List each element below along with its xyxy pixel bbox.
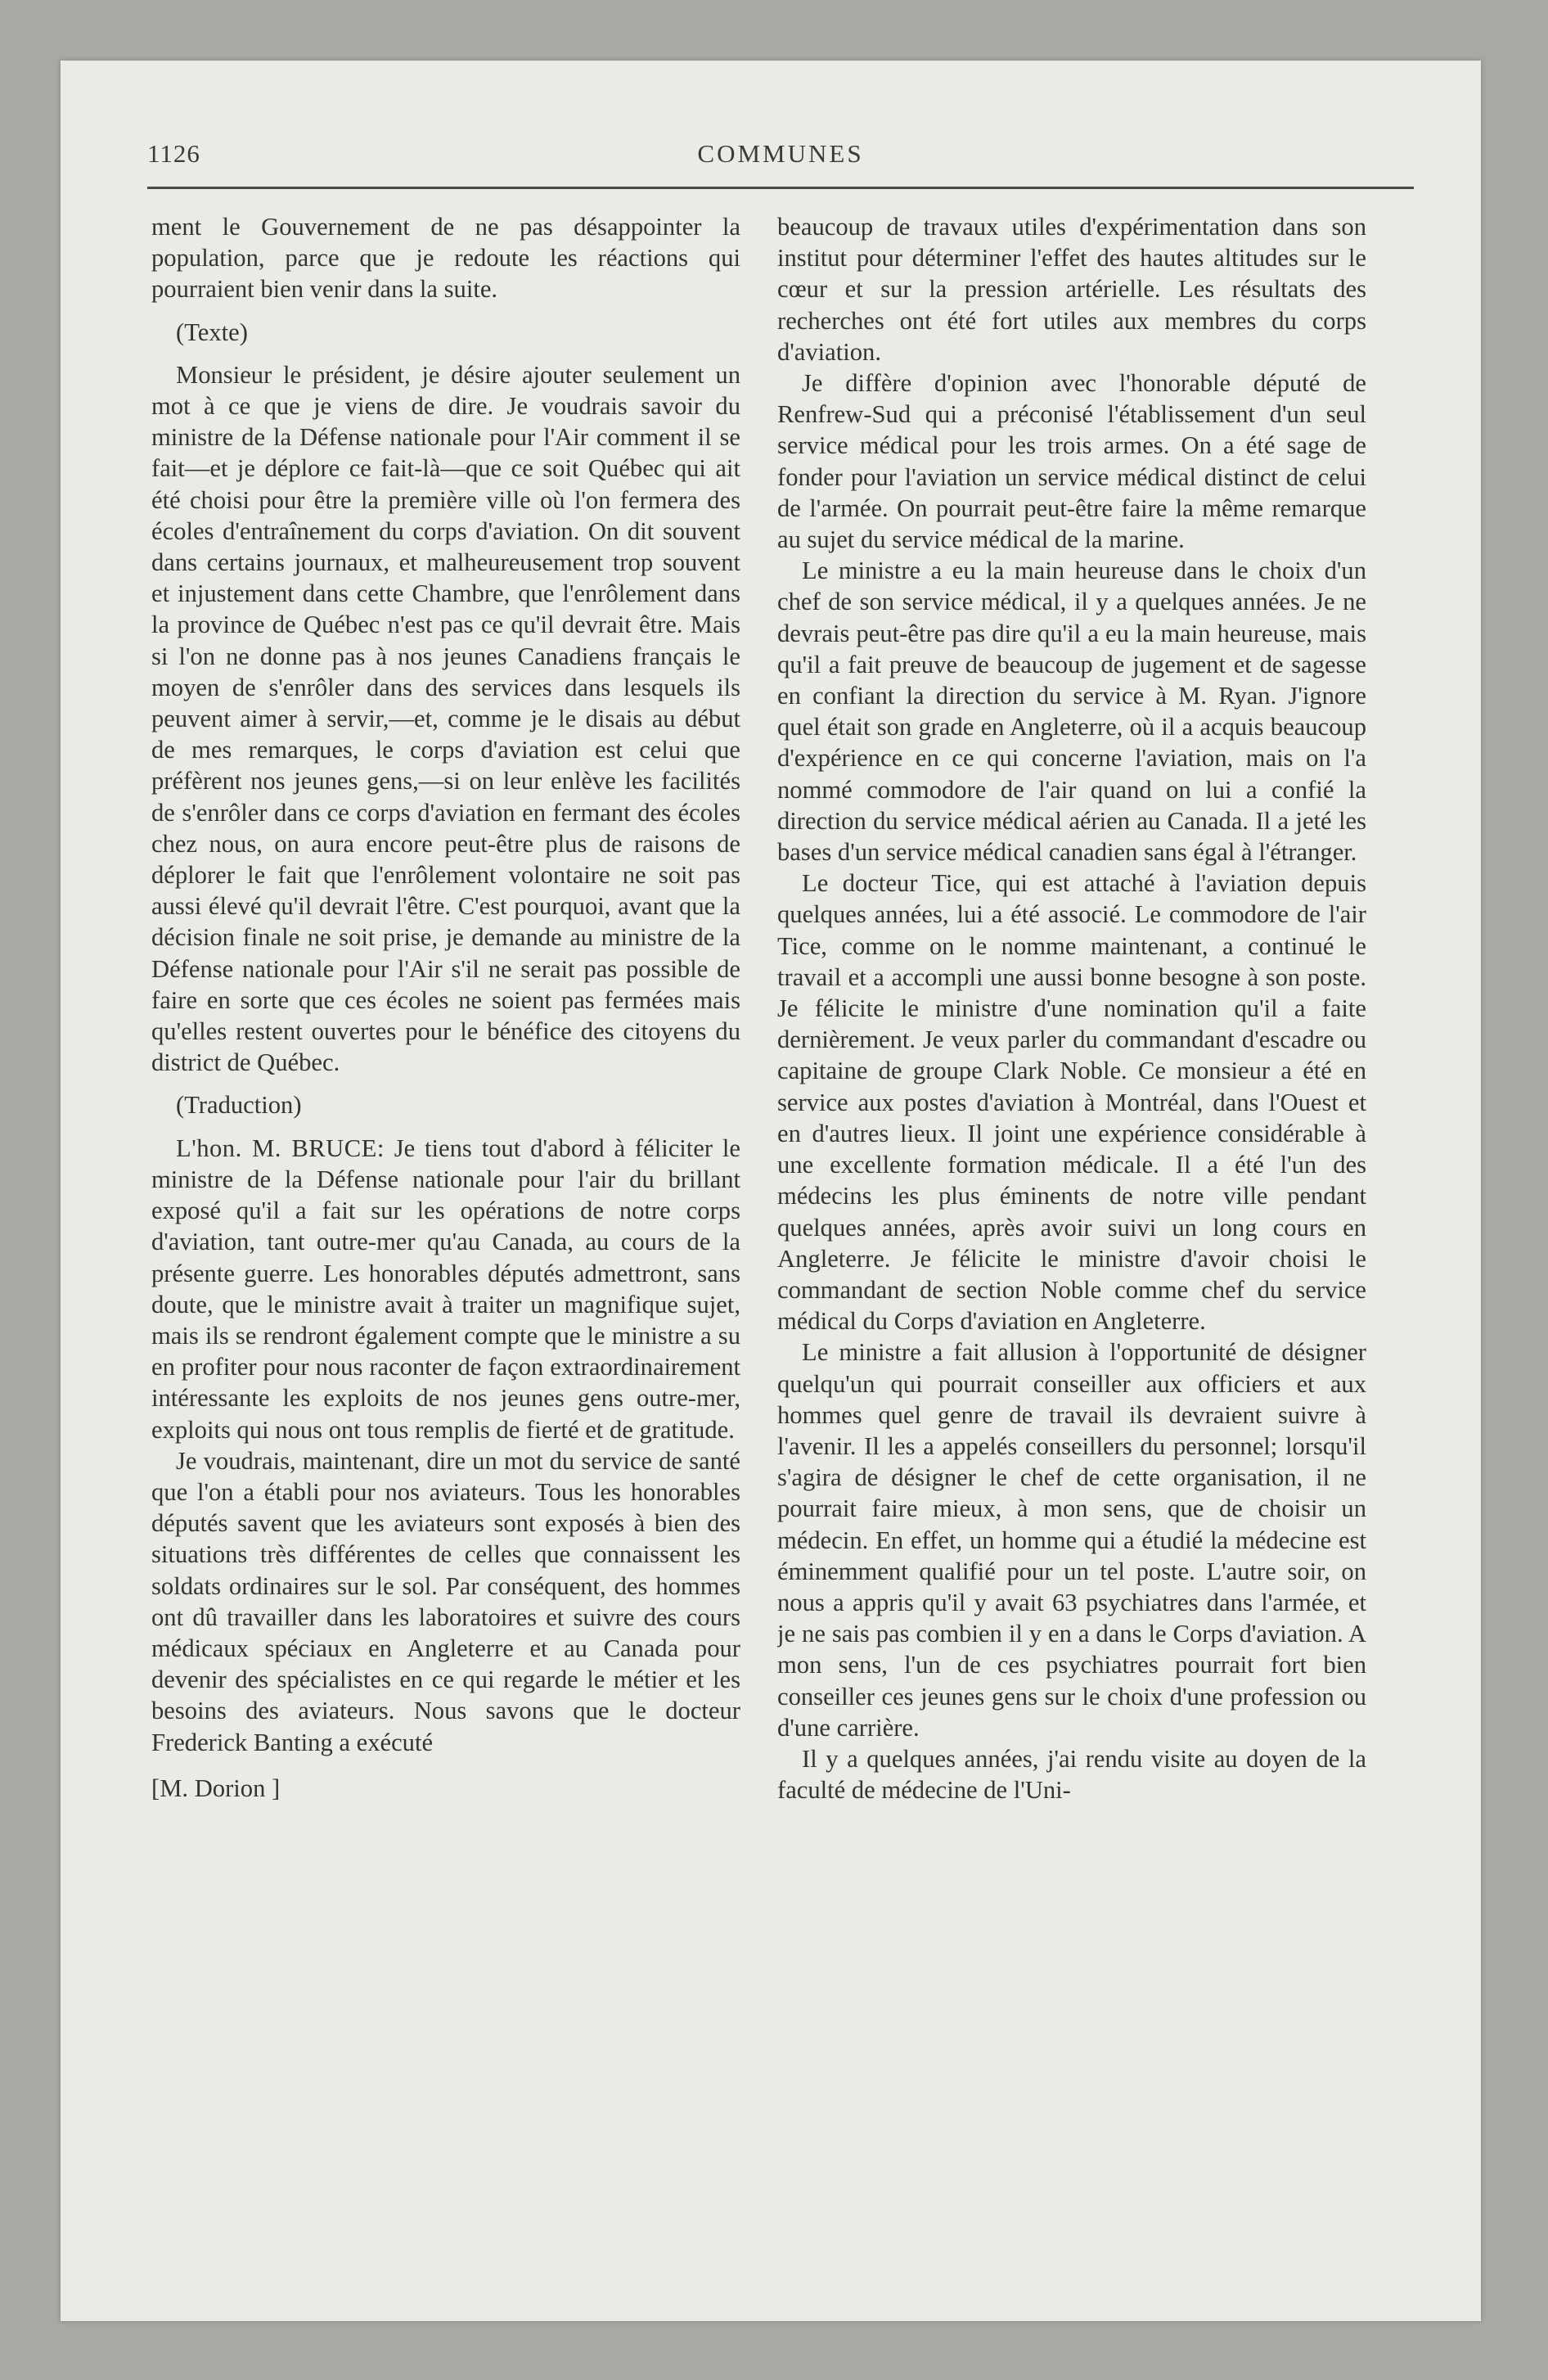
page-header xyxy=(147,139,1414,180)
paragraph: beaucoup de travaux utiles d'expérimentation dans son institut pour déterminer l'effet des hautes altitudes sur le cœur et sur la pression artérielle. Les résultats des recherches ont été fort utiles aux membres du corps d'aviation. xyxy=(777,213,1366,366)
section-marker-texte: (Texte) xyxy=(176,318,248,346)
speech-paragraph xyxy=(151,1133,740,1445)
section-marker-traduction: (Traduction) xyxy=(176,1091,302,1120)
page-number: 1126 xyxy=(147,139,200,168)
paragraph: Je diffère d'opinion avec l'honorable député de Renfrew-Sud qui a préconisé l'établissement d'un seul service médical pour les trois armes. On a été sage de fonder pour l'aviation un service médical distinct de celui de l'armée. On pourrait peut-être faire la même remarque au sujet du service médical de la marine. xyxy=(777,369,1366,554)
paragraph: Je voudrais, maintenant, dire un mot du service de santé que l'on a établi pour nos aviateurs. Tous les honorables députés savent que les aviateurs sont exposés à bien des situations très différentes de celles que connaissent les soldats ordinaires sur le sol. Par conséquent, des hommes ont dû travailler dans les laboratoires et suivre des cours médicaux spéciaux en Angleterre et au Canada pour devenir des spécialistes en ce qui regarde le métier et les besoins des aviateurs. Nous savons que le docteur Frederick Banting a exécuté xyxy=(151,1446,740,1756)
speech-text: Je tiens tout d'abord à féliciter le ministre de la Défense nationale pour l'air du brillant exposé qu'il a fait sur les opérations de notre corps d'aviation, tant outre-mer qu'au Canada, au cours de la présente guerre. Les honorables députés admettront, sans doute, que le ministre avait à traiter un magnifique sujet, mais ils se rendront également compte que le ministre a su en profiter pour nous raconter de façon extraordinairement intéressante les exploits de nos jeunes gens outre-mer, exploits qui nous ont tous remplis de fierté et de gratitude. xyxy=(151,1134,740,1444)
paragraph: Le ministre a fait allusion à l'opportunité de désigner quelqu'un qui pourrait conseiller aux officiers et aux hommes quel genre de travail ils devraient suivre à l'avenir. Il les a appelés conseillers du personnel; lorsqu'il s'agira de désigner le chef de cette organisation, il ne pourrait faire mieux, à mon sens, que de choisir un médecin. En effet, un homme qui a étudié la médecine est éminemment qualifié pour un tel poste. L'autre soir, on nous a appris qu'il y avait 63 psychiatres dans l'armée, et je ne sais pas combien il y en a dans le Corps d'aviation. A mon sens, l'un de ces psychiatres pourrait fort bien conseiller ces jeunes gens sur le choix d'une profession ou d'une carrière. xyxy=(777,1338,1366,1742)
paragraph: ment le Gouvernement de ne pas désappointer la population, parce que je redoute les réactions qui pourraient bien venir dans la suite. xyxy=(151,213,740,304)
paragraph: Le ministre a eu la main heureuse dans le choix d'un chef de son service médical, il y a quelques années. Je ne devrais peut-être pas dire qu'il a eu la main heureuse, mais qu'il a fait preuve de beaucoup de jugement et de sagesse en confiant la direction du service à M. Ryan. J'ignore quel était son grade en Angleterre, où il a acquis beaucoup d'expérience en ce qui concerne l'aviation, mais on l'a nommé commodore de l'air quand on lui a confié la direction du service médical aérien au Canada. Il a jeté les bases d'un service médical canadien sans égal à l'étranger. xyxy=(777,557,1366,867)
paragraph: Le docteur Tice, qui est attaché à l'aviation depuis quelques années, lui a été associé. Le commodore de l'air Tice, comme on le nomme maintenant, a continué le travail et a accompli une aussi bonne besogne à son poste. Je félicite le ministre d'une nomination qu'il a faite dernièrement. Je veux parler du commandant d'escadre ou capitaine de groupe Clark Noble. Ce monsieur a été en service aux postes d'aviation à Montréal, dans l'Ouest et en d'autres lieux. Il joint une expérience considérable à une excellente formation médicale. Il a été l'un des médecins les plus éminents de notre ville pendant quelques années, après avoir suivi un long cours en Angleterre. Je félicite le ministre d'avoir choisi le commandant de section Noble comme chef du service médical du Corps d'aviation en Angleterre. xyxy=(777,869,1366,1336)
speaker-name: L'hon. M. BRUCE: xyxy=(176,1134,385,1162)
right-column xyxy=(777,211,1366,2290)
left-column xyxy=(151,211,740,2290)
paragraph: Il y a quelques années, j'ai rendu visite au doyen de la faculté de médecine de l'Uni- xyxy=(777,1744,1366,1805)
paragraph: Monsieur le président, je désire ajouter seulement un mot à ce que je viens de dire. Je voudrais savoir du ministre de la Défense nationale pour l'Air comment il se fait—et je déplore ce fait-là—que ce soit Québec qui ait été choisi pour être la première ville où l'on fermera des écoles d'entraînement du corps d'aviation. On dit souvent dans certains journaux, et malheureusement trop souvent et injustement dans cette Chambre, que l'enrôlement dans la province de Québec n'est pas ce qu'il devrait être. Mais si l'on ne donne pas à nos jeunes Canadiens français le moyen de s'enrôler dans des services dans lesquels ils peuvent aimer à servir,—et, comme je le disais au début de mes remarques, le corps d'aviation est celui que préfèrent nos jeunes gens,—si on leur enlève les facilités de s'enrôler dans ce corps d'aviation en fermant des écoles chez nous, on aura encore peut-être plus de raisons de déplorer le fait que l'enrôlement volontaire ne soit pas aussi élevé qu'il devrait l'être. C'est pourquoi, avant que la décision finale ne soit prise, je demande au ministre de la Défense nationale pour l'Air s'il ne serait pas possible de faire en sorte que ces écoles ne soient pas fermées mais qu'elles restent ouvertes pour le bénéfice des citoyens du district de Québec. xyxy=(151,360,740,1077)
header-rule xyxy=(147,187,1414,189)
speaker-reference: [M. Dorion ] xyxy=(151,1774,281,1802)
running-head: COMMUNES xyxy=(697,139,864,168)
